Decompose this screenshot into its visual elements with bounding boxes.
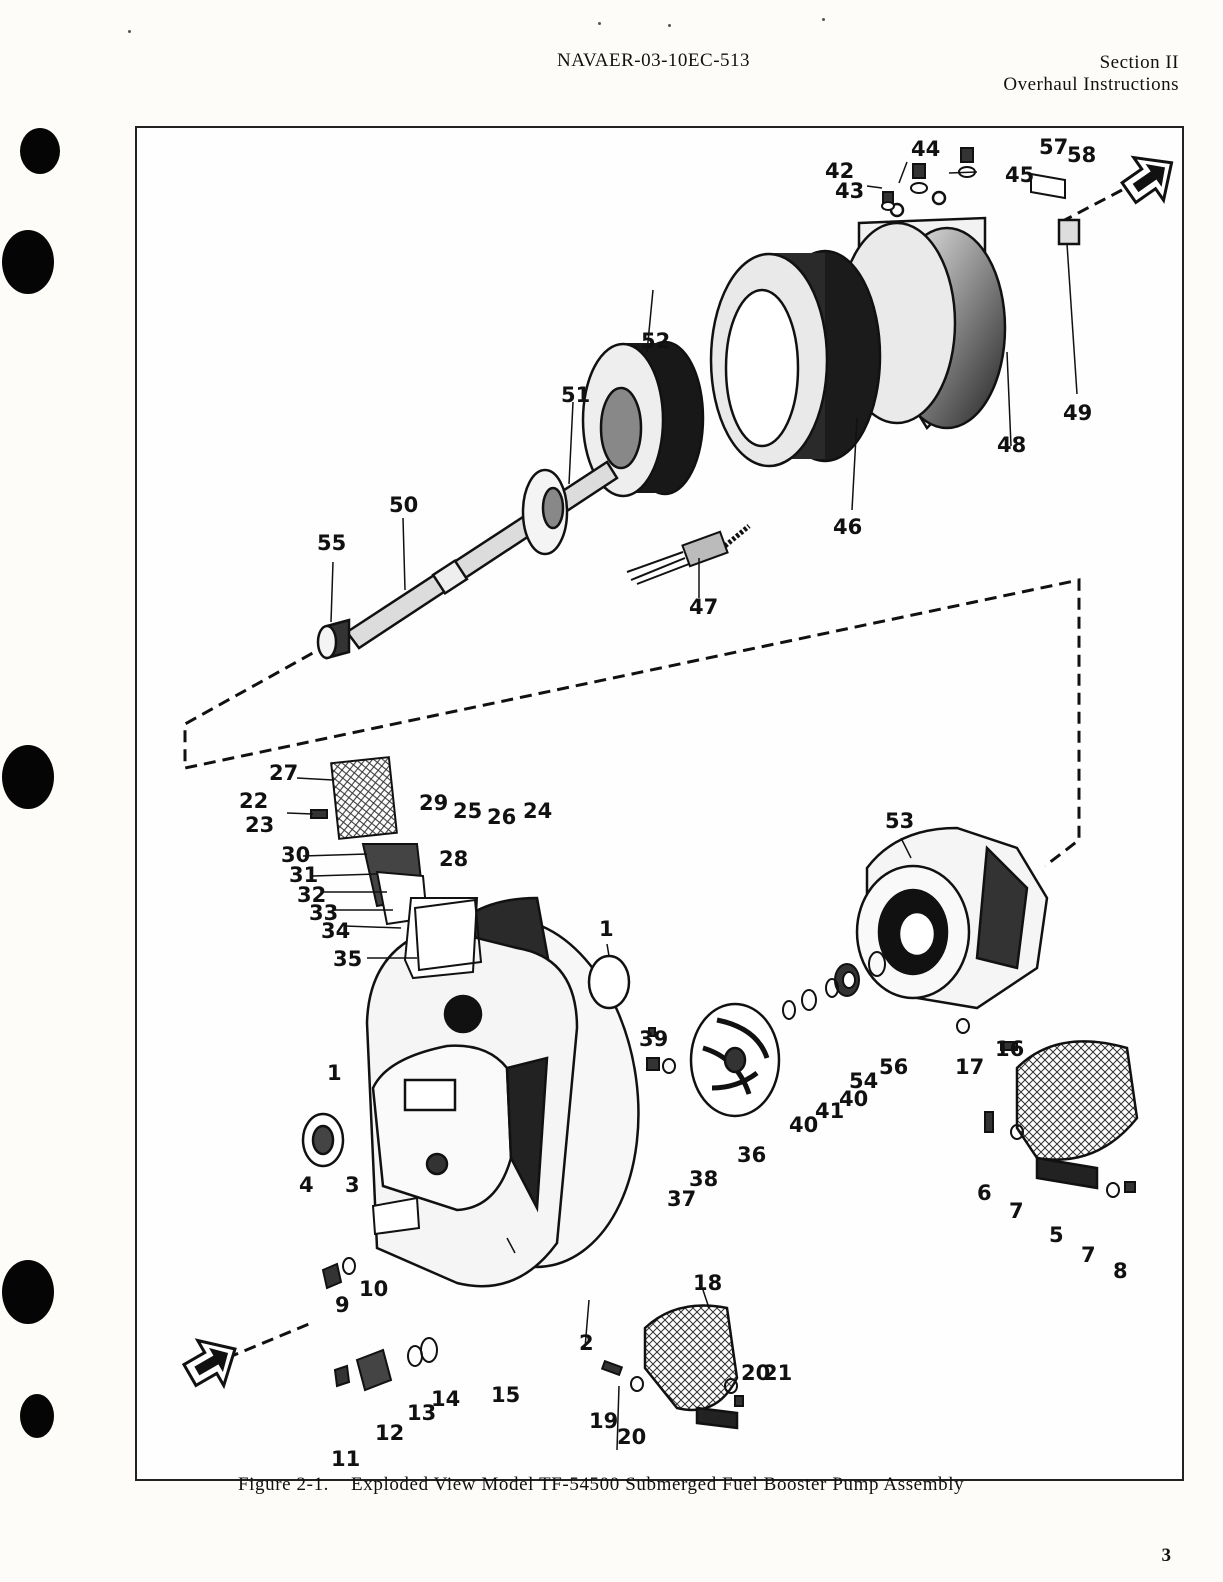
- callout: 34: [321, 919, 351, 943]
- figure-title: Exploded View Model TF-54500 Submerged Fuel Booster Pump Assembly: [351, 1474, 965, 1495]
- callout: 7: [1081, 1243, 1096, 1267]
- callout: 40: [789, 1113, 819, 1137]
- callout: 9: [335, 1293, 350, 1317]
- outlet-arrow: [1114, 141, 1186, 213]
- callout: 1: [327, 1061, 342, 1085]
- callout: 37: [667, 1187, 697, 1211]
- callout: 20: [741, 1361, 771, 1385]
- callout: 28: [439, 847, 469, 871]
- speck: [128, 30, 131, 33]
- callout: 18: [693, 1271, 723, 1295]
- callout: 3: [345, 1173, 360, 1197]
- callout: 50: [389, 493, 419, 517]
- callout: 33: [309, 901, 339, 925]
- callout: 29: [419, 791, 449, 815]
- outlet-dashed-line: [1061, 190, 1122, 222]
- callout: 51: [561, 383, 591, 407]
- pump-cover: [367, 928, 577, 1286]
- shaft-assembly: [347, 462, 617, 648]
- callout: 14: [431, 1387, 461, 1411]
- callout: 47: [689, 595, 719, 619]
- callout: 30: [281, 843, 311, 867]
- callout: 8: [1113, 1259, 1128, 1283]
- callout: 54: [849, 1069, 879, 1093]
- callout: 5: [1049, 1223, 1064, 1247]
- callout: 6: [977, 1181, 992, 1205]
- seal-parts: [783, 952, 885, 1019]
- callout: 13: [407, 1401, 437, 1425]
- speck: [598, 22, 601, 25]
- callout: 17: [955, 1055, 985, 1079]
- callout: 22: [239, 789, 269, 813]
- callout: 24: [523, 799, 553, 823]
- punch-hole: [20, 128, 60, 174]
- section-label: Section II: [1099, 52, 1179, 73]
- clamp-band-upper: [1017, 1041, 1137, 1188]
- callout: 46: [833, 515, 863, 539]
- callout: 1: [599, 917, 614, 941]
- callout: 15: [491, 1383, 521, 1407]
- exploded-view-figure: [135, 126, 1184, 1481]
- callout: 12: [375, 1421, 405, 1445]
- callout: 52: [641, 329, 671, 353]
- callout: 43: [835, 179, 865, 203]
- callout: 2: [579, 1331, 594, 1355]
- punch-hole: [20, 1394, 54, 1438]
- callout: 32: [297, 883, 327, 907]
- impeller: [691, 1004, 779, 1116]
- callout: 39: [639, 1027, 669, 1051]
- inlet-arrow: [177, 1326, 248, 1397]
- punch-hole: [2, 745, 54, 809]
- section-title: Overhaul Instructions: [1003, 74, 1179, 95]
- section-header: [1003, 52, 1179, 96]
- callout: 45: [1005, 163, 1035, 187]
- stator-assembly: [711, 251, 880, 466]
- callout: 10: [359, 1277, 389, 1301]
- motor-end-bell: [857, 828, 1047, 1008]
- callout: 41: [815, 1099, 845, 1123]
- callout: 23: [245, 813, 275, 837]
- figure-number: Figure 2-1.: [238, 1474, 330, 1495]
- brush-lead-assembly: [627, 526, 749, 584]
- callout: 21: [763, 1361, 793, 1385]
- speck: [668, 24, 671, 27]
- callout: 19: [589, 1409, 619, 1433]
- callout: 58: [1067, 143, 1097, 167]
- callout: 36: [737, 1143, 767, 1167]
- callout: 16: [995, 1037, 1025, 1061]
- callout: 38: [689, 1167, 719, 1191]
- document-number: NAVAER-03-10EC-513: [557, 50, 751, 71]
- callout: 56: [879, 1055, 909, 1079]
- callout: 25: [453, 799, 483, 823]
- callout: 57: [1039, 135, 1069, 159]
- upper-dashed-line: [185, 580, 1079, 866]
- callout: 40: [839, 1087, 869, 1111]
- clamp-band-lower: [645, 1306, 737, 1429]
- callout: 4: [299, 1173, 314, 1197]
- callout: 53: [885, 809, 915, 833]
- shaft-nut: [318, 620, 349, 658]
- callout: 35: [333, 947, 363, 971]
- figure-caption: [238, 1474, 964, 1496]
- page-number: 3: [1161, 1545, 1171, 1566]
- punch-hole: [2, 230, 54, 294]
- callout: 11: [331, 1447, 361, 1471]
- name-plate: [1031, 174, 1065, 198]
- callout: 7: [1009, 1199, 1024, 1223]
- callout: 26: [487, 805, 517, 829]
- pump-drawing: [137, 128, 1186, 1483]
- speck: [822, 18, 825, 21]
- callout: 27: [269, 761, 299, 785]
- callout: 44: [911, 137, 941, 161]
- callout: 20: [617, 1425, 647, 1449]
- punch-hole: [2, 1260, 54, 1324]
- callout: 42: [825, 159, 855, 183]
- callout: 48: [997, 433, 1027, 457]
- callout: 55: [317, 531, 347, 555]
- inlet-dashed-line: [227, 1324, 309, 1358]
- callout: 49: [1063, 401, 1093, 425]
- callout: 31: [289, 863, 319, 887]
